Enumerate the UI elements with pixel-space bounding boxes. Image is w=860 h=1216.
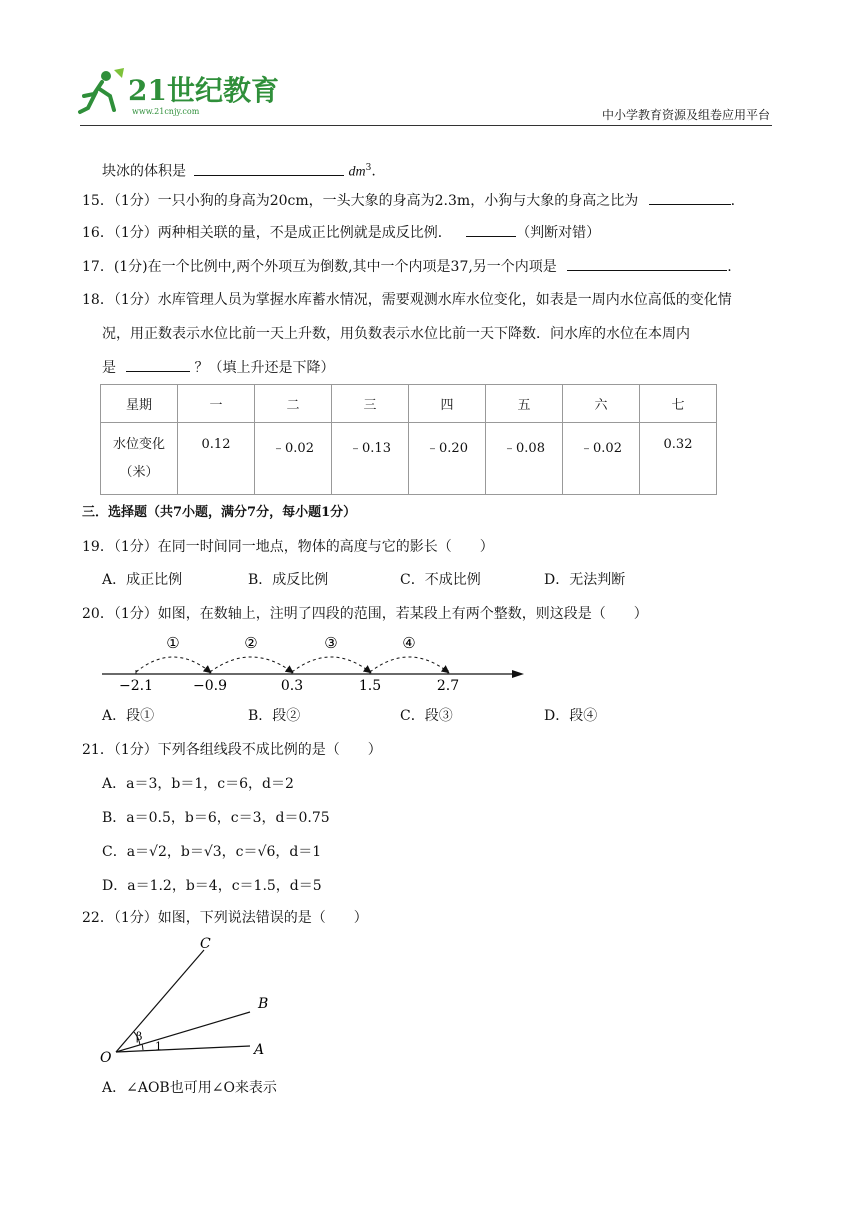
table-header-weekday: 星期 bbox=[101, 385, 178, 423]
question-21: 21．（1分）下列各组线段不成比例的是（ ） bbox=[82, 742, 382, 758]
tick-label: 2.7 bbox=[436, 678, 460, 694]
q16-answer-blank[interactable] bbox=[466, 222, 516, 237]
q19-option-b[interactable]: B．成反比例 bbox=[248, 572, 329, 588]
header-rule bbox=[80, 125, 772, 126]
tick-label: −2.1 bbox=[119, 678, 153, 694]
q14-answer-blank[interactable] bbox=[194, 161, 344, 176]
segment-arc bbox=[136, 657, 210, 672]
segment-arc bbox=[292, 657, 370, 672]
platform-title: 中小学教育资源及组卷应用平台 bbox=[601, 108, 770, 122]
label-a: A bbox=[254, 1042, 265, 1058]
ray-oc bbox=[116, 950, 204, 1052]
day-cell: 六 bbox=[563, 385, 640, 423]
q19-option-a[interactable]: A．成正比例 bbox=[102, 572, 183, 588]
ray-oa bbox=[116, 1046, 250, 1052]
q18-answer-blank[interactable] bbox=[126, 357, 190, 372]
label-beta: β bbox=[136, 1030, 143, 1043]
q20-option-b[interactable]: B．段② bbox=[248, 708, 301, 724]
table-row-values bbox=[101, 423, 717, 495]
table-header-change: 水位变化 （米） bbox=[101, 423, 178, 495]
table-row-days bbox=[101, 385, 717, 423]
segment-label: ④ bbox=[402, 634, 416, 652]
q15-answer-blank[interactable] bbox=[649, 190, 731, 205]
q22-option-a[interactable]: A．∠AOB也可用∠O来表示 bbox=[102, 1080, 277, 1096]
q20-option-a[interactable]: A．段① bbox=[102, 708, 155, 724]
question-15: 15．（1分）一只小狗的身高为20cm，一头大象的身高为2.3m，小狗与大象的身高之比为 . bbox=[82, 190, 735, 211]
question-16: 16．（1分）两种相关联的量，不是成正比例就是成反比例． （判断对错） bbox=[82, 222, 600, 243]
question-22: 22．（1分）如图，下列说法错误的是（ ） bbox=[82, 910, 368, 926]
tick-label: −0.9 bbox=[193, 678, 227, 694]
logo bbox=[80, 66, 279, 118]
day-cell: 七 bbox=[640, 385, 717, 423]
q21-option-b[interactable]: B．a＝0.5，b＝6，c＝3，d＝0.75 bbox=[102, 810, 330, 826]
q20-option-d[interactable]: D．段④ bbox=[544, 708, 598, 724]
logo-url: www.21cnjy.com bbox=[132, 107, 200, 116]
q19-option-d[interactable]: D．无法判断 bbox=[544, 572, 626, 588]
axis-arrow-icon bbox=[512, 670, 524, 678]
runner-icon bbox=[80, 68, 124, 112]
segment-label: ① bbox=[166, 634, 180, 652]
question-20: 20．（1分）如图，在数轴上，注明了四段的范围，若某段上有两个整数，则这段是（ ） bbox=[82, 606, 648, 622]
value-cell: 0.12 bbox=[178, 423, 255, 495]
q21-option-c[interactable]: C．a＝√2，b＝√3，c＝√6，d＝1 bbox=[102, 844, 322, 860]
question-17: 17．(1分)在一个比例中,两个外项互为倒数,其中一个内项是37,另一个内项是 . bbox=[82, 256, 732, 277]
label-o: O bbox=[100, 1050, 112, 1066]
question-19: 19．（1分）在同一时间同一地点，物体的高度与它的影长（ ） bbox=[82, 539, 494, 555]
section-3-heading: 三．选择题（共7小题，满分7分，每小题1分） bbox=[82, 505, 357, 520]
day-cell: 三 bbox=[332, 385, 409, 423]
number-line-figure bbox=[100, 632, 530, 698]
segment-label: ② bbox=[244, 634, 258, 652]
day-cell: 四 bbox=[409, 385, 486, 423]
water-level-table bbox=[100, 384, 717, 495]
logo-text: 21世纪教育 bbox=[128, 74, 279, 107]
tick-label: 0.3 bbox=[280, 678, 304, 694]
value-cell: ﹣0.02 bbox=[563, 423, 640, 495]
value-cell: ﹣0.02 bbox=[255, 423, 332, 495]
day-cell: 五 bbox=[486, 385, 563, 423]
question-18-line2: 况，用正数表示水位比前一天上升数，用负数表示水位比前一天下降数．问水库的水位在本周内 bbox=[102, 326, 690, 342]
q20-option-c[interactable]: C．段③ bbox=[400, 708, 453, 724]
segment-label: ③ bbox=[324, 634, 338, 652]
value-cell: ﹣0.13 bbox=[332, 423, 409, 495]
q21-option-a[interactable]: A．a＝3，b＝1，c＝6，d＝2 bbox=[102, 776, 294, 792]
tick-label: 1.5 bbox=[358, 678, 382, 694]
label-angle-1: 1 bbox=[155, 1040, 162, 1053]
angle-figure bbox=[100, 936, 290, 1066]
q19-option-c[interactable]: C．不成比例 bbox=[400, 572, 481, 588]
label-c: C bbox=[200, 936, 211, 952]
question-18-line3: 是 ？（填上升还是下降） bbox=[102, 357, 334, 378]
q14-continuation: 块冰的体积是 $dm^3$. bbox=[102, 158, 376, 183]
value-cell: ﹣0.20 bbox=[409, 423, 486, 495]
day-cell: 二 bbox=[255, 385, 332, 423]
segment-arc bbox=[210, 657, 292, 672]
day-cell: 一 bbox=[178, 385, 255, 423]
label-b: B bbox=[258, 996, 269, 1012]
segment-arc bbox=[370, 657, 448, 672]
value-cell: 0.32 bbox=[640, 423, 717, 495]
q21-option-d[interactable]: D．a＝1.2，b＝4，c＝1.5，d＝5 bbox=[102, 878, 322, 894]
q17-answer-blank[interactable] bbox=[567, 256, 727, 271]
value-cell: ﹣0.08 bbox=[486, 423, 563, 495]
question-18-line1: 18．（1分）水库管理人员为掌握水库蓄水情况，需要观测水库水位变化，如表是一周内水位高低的变化情 bbox=[82, 292, 732, 308]
angle-arc-1 bbox=[142, 1044, 143, 1050]
